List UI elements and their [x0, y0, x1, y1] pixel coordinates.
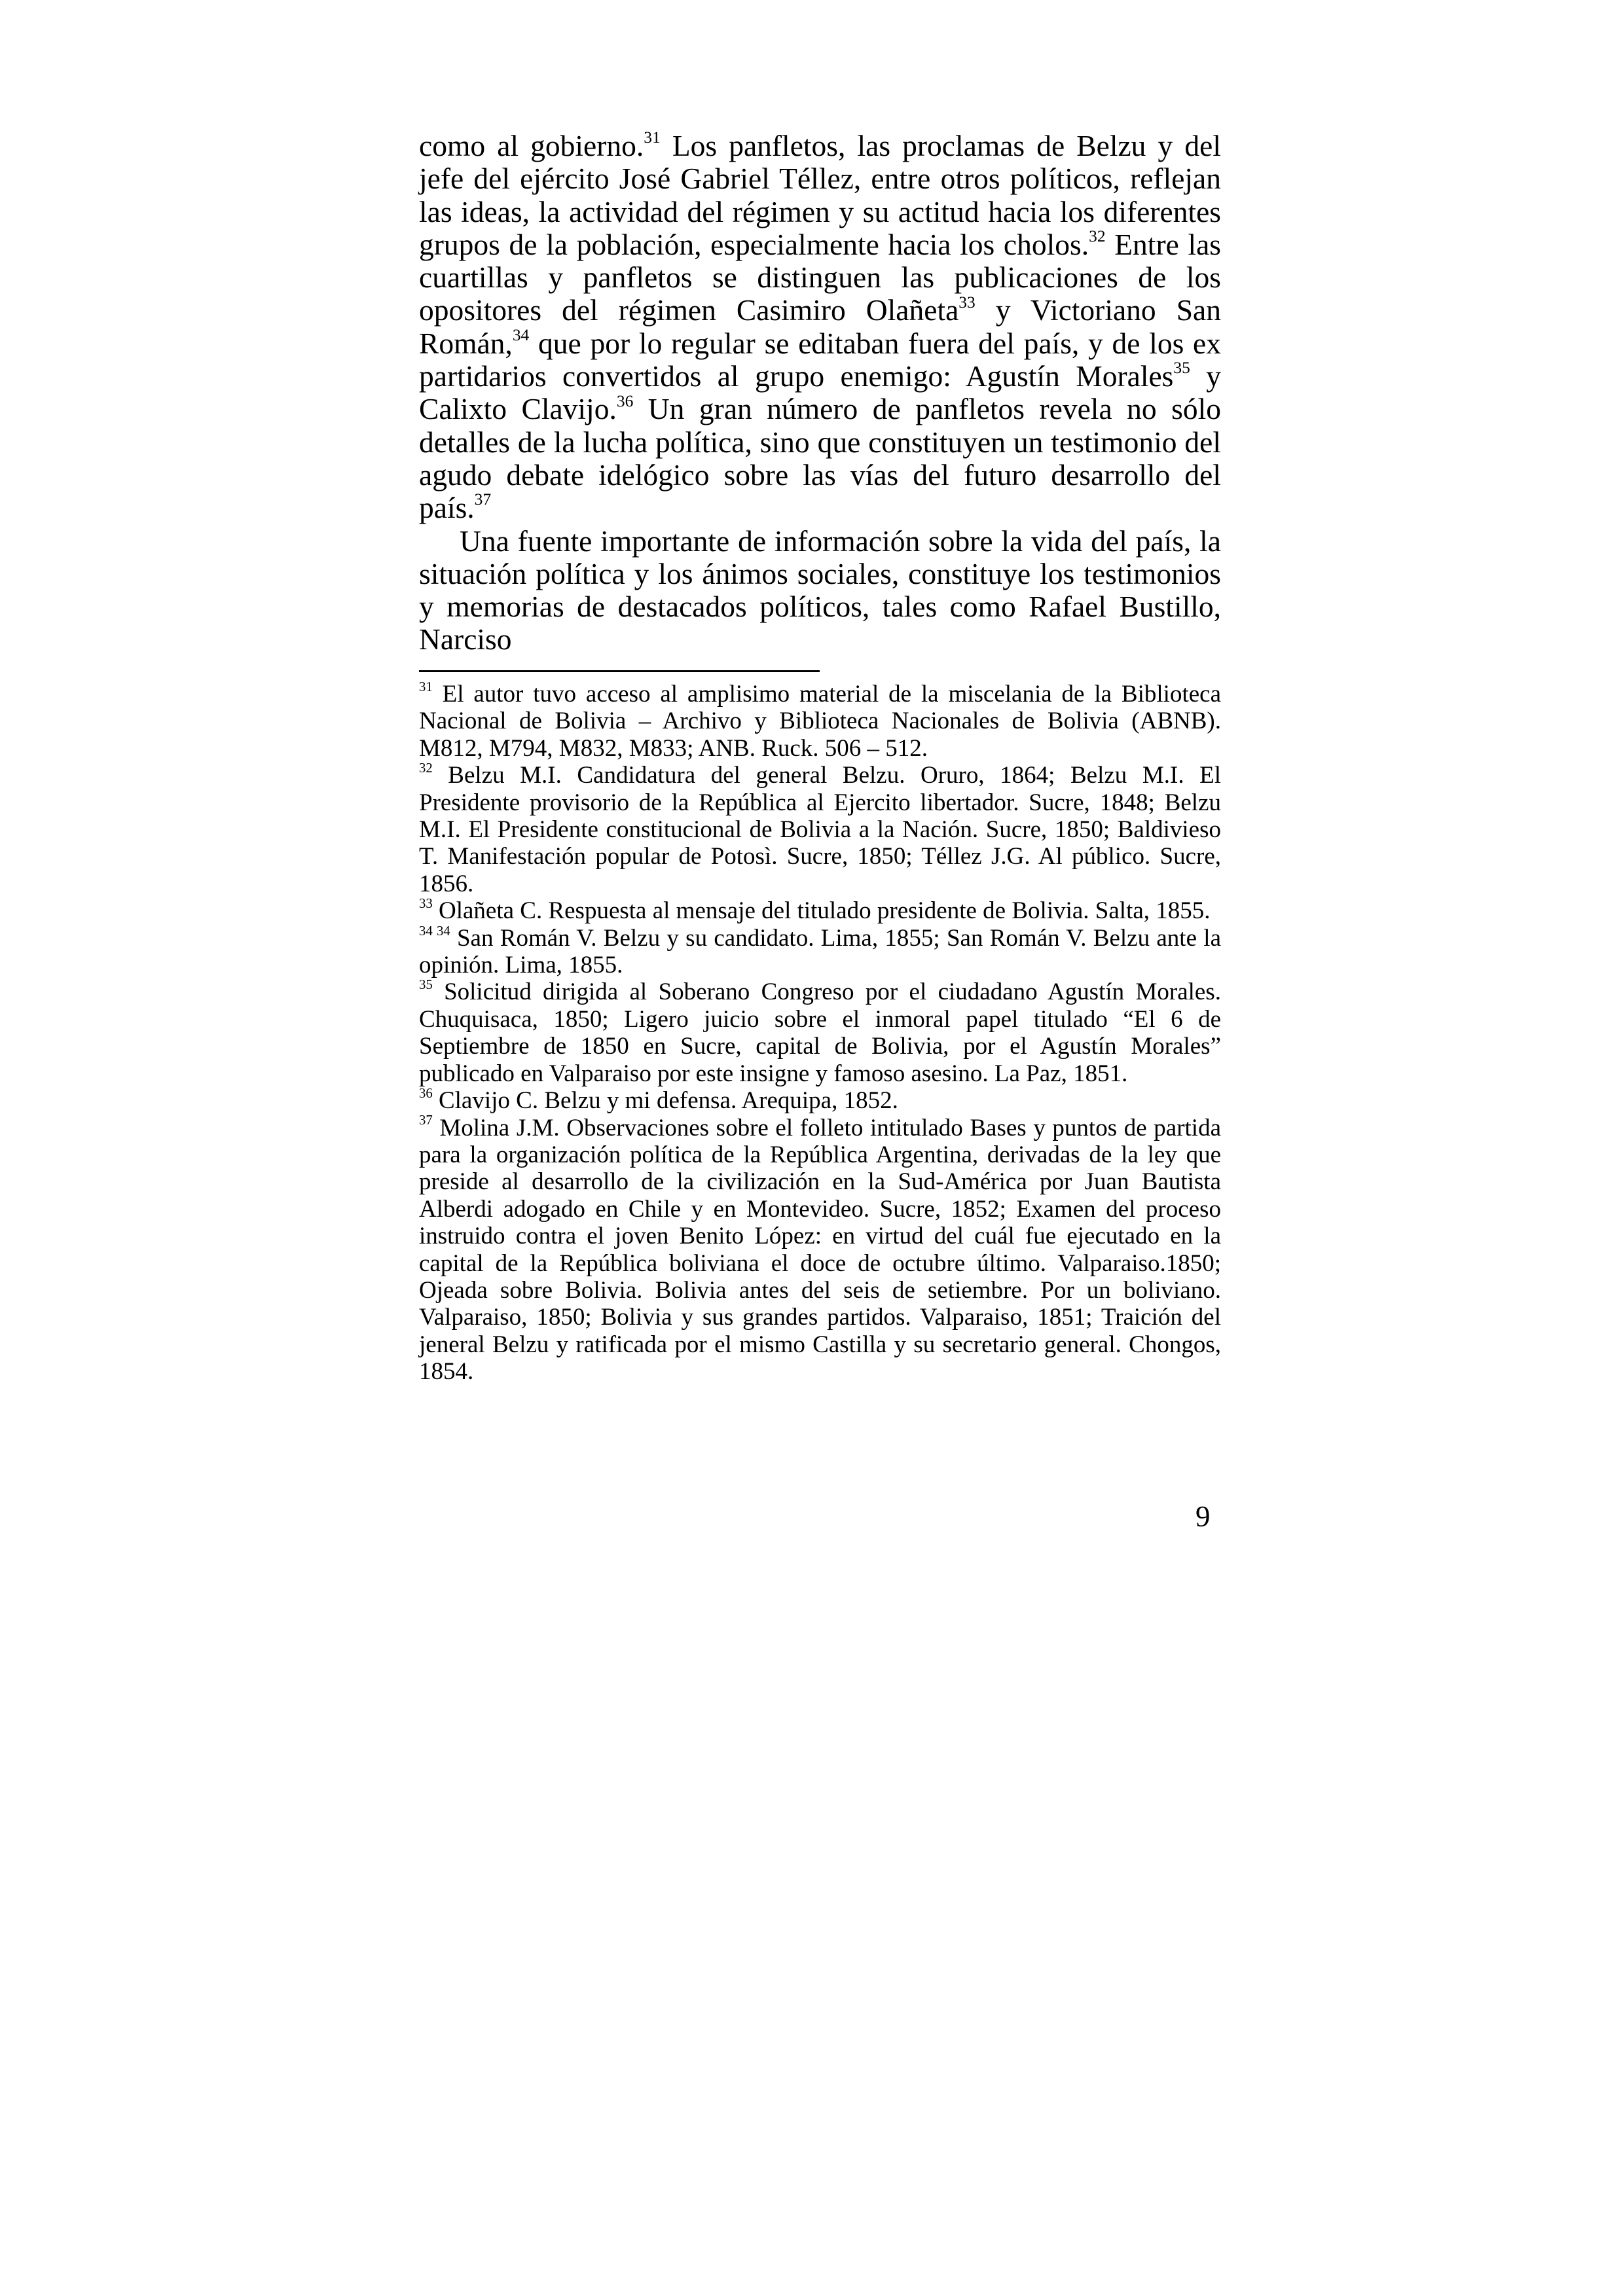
paragraph-text: y Calixto Clavijo. — [419, 359, 1222, 426]
footnote-marker: 31 — [419, 679, 433, 694]
footnote-marker: 34 34 — [419, 924, 450, 939]
footnote-31 — [419, 681, 1221, 762]
footnote-marker: 32 — [419, 761, 433, 776]
footnote-33 — [419, 897, 1221, 924]
footnote-text: Molina J.M. Observaciones sobre el folleto intitulado Bases y puntos de partida para la organización política de la República Argentina, derivadas de la ley que preside al desarrollo de la civilización en la Sud-América por Juan Bautista Alberdi adogado en Chile y en Montevideo. Sucre, 1852; Examen del proceso instruido contra el joven Benito López: en virtud del cuál fue ejecutado en la capital de la República boliviana el doce de octubre último. Valparaiso.1850; Ojeada sobre Bolivia. Bolivia antes del seis de setiembre. Por un boliviano. Valparaiso, 1850; Bolivia y sus grandes partidos. Valparaiso, 1851; Traición del jeneral Belzu y ratificada por el mismo Castilla y su secretario general. Chongos, 1854. — [419, 1114, 1221, 1386]
footnote-text: Solicitud dirigida al Soberano Congreso por el ciudadano Agustín Morales. Chuquisaca, 1850; Ligero juicio sobre el inmoral papel titulado “El 6 de Septiembre de 1850 en Sucre, capital de Bolivia, por el Agustín Morales” publicado en Valparaiso por este insigne y famoso asesino. La Paz, 1851. — [419, 978, 1221, 1087]
footnote-text: Olañeta C. Respuesta al mensaje del titulado presidente de Bolivia. Salta, 1855. — [432, 897, 1211, 925]
footnote-ref-37[interactable]: 37 — [474, 490, 492, 509]
footnote-separator — [419, 670, 820, 672]
paragraph-1 — [419, 130, 1221, 525]
footnotes — [419, 681, 1221, 1386]
footnote-ref-31[interactable]: 31 — [644, 128, 661, 147]
footnote-37 — [419, 1115, 1221, 1386]
paragraph-text: como al gobierno. — [419, 129, 644, 162]
footnote-ref-36[interactable]: 36 — [616, 391, 634, 410]
footnote-ref-33[interactable]: 33 — [958, 292, 976, 312]
footnote-marker: 33 — [419, 897, 433, 912]
paragraph-2: Una fuente importante de información sobre la vida del país, la situación política y los ánimos sociales, constituye los testimonios y memorias de destacados políticos, tales como Rafael Bustillo, Narciso — [419, 524, 1221, 656]
footnote-ref-35[interactable]: 35 — [1173, 358, 1190, 378]
paragraph-text: Entre las cuartillas y panfletos se distinguen las publicaciones de los opositores del régimen Casimiro Olañeta — [419, 227, 1222, 327]
footnote-34 — [419, 925, 1221, 979]
footnote-text: San Román V. Belzu y su candidato. Lima, 1855; San Román V. Belzu ante la opinión. Lima, 1855. — [419, 924, 1221, 979]
page-number: 9 — [1195, 1500, 1211, 1533]
paragraph-text: y Victoriano San Román, — [419, 293, 1221, 360]
footnote-32 — [419, 762, 1221, 897]
footnote-marker: 36 — [419, 1086, 433, 1101]
paragraph-text: Los panfletos, las proclamas de Belzu y del jefe del ejército José Gabriel Téllez, entre otros políticos, reflejan las ideas, la actividad del régimen y su actitud hacia los diferentes grupos de la población, especialmente hacia los cholos. — [419, 129, 1221, 261]
footnote-35 — [419, 978, 1221, 1087]
footnote-marker: 37 — [419, 1113, 433, 1128]
footnote-ref-32[interactable]: 32 — [1089, 226, 1106, 246]
footnote-text: Belzu M.I. Candidatura del general Belzu. Oruro, 1864; Belzu M.I. El Presidente provisorio de la República al Ejercito libertador. Sucre, 1848; Belzu M.I. El Presidente constitucional de Bolivia a la Nación. Sucre, 1850; Baldivieso T. Manifestación popular de Potosì. Sucre, 1850; Téllez J.G. Al público. Sucre, 1856. — [419, 762, 1221, 897]
footnote-ref-34[interactable]: 34 — [512, 325, 530, 344]
footnote-text: El autor tuvo acceso al amplisimo material de la miscelania de la Biblioteca Nacional de Bolivia – Archivo y Biblioteca Nacionales de Bolivia (ABNB). M812, M794, M832, M833; ANB. Ruck. 506 – 512. — [419, 681, 1221, 762]
footnote-text: Clavijo C. Belzu y mi defensa. Arequipa, 1852. — [432, 1087, 898, 1115]
main-text — [419, 130, 1221, 656]
paragraph-text: Un gran número de panfletos revela no sólo detalles de la lucha política, sino que constituyen un testimonio del agudo debate idelógico sobre las vías del futuro desarrollo del país. — [419, 392, 1221, 525]
footnote-36 — [419, 1087, 1221, 1114]
paragraph-text: que por lo regular se editaban fuera del país, y de los ex partidarios convertidos al grupo enemigo: Agustín Morales — [419, 326, 1221, 393]
footnote-marker: 35 — [419, 978, 433, 993]
